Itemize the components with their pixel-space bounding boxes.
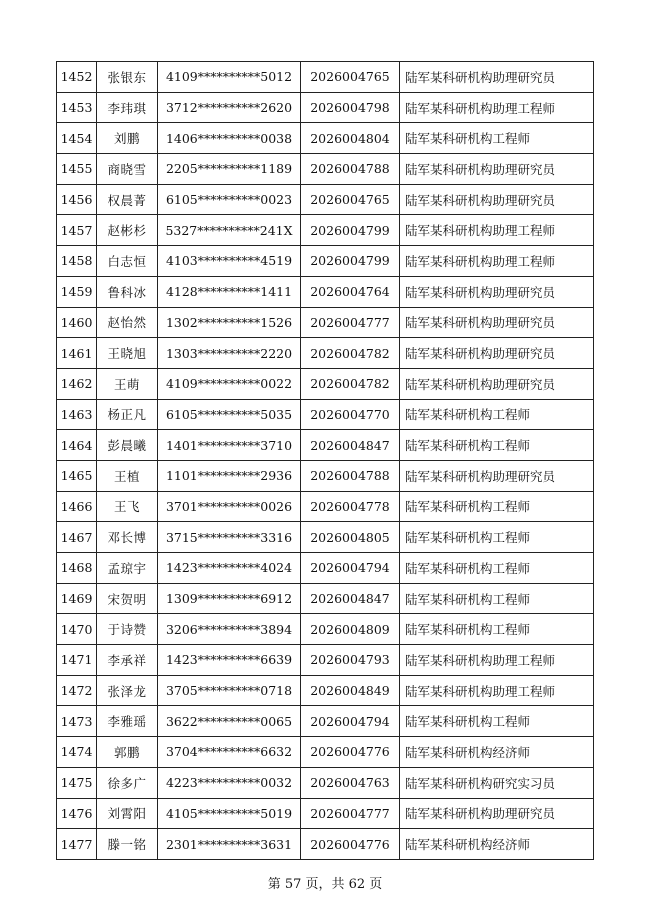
cell-id-number: 1423**********6639: [158, 645, 301, 676]
cell-registration-number: 2026004809: [301, 614, 400, 645]
cell-registration-number: 2026004782: [301, 338, 400, 369]
cell-name: 赵怡然: [97, 307, 158, 338]
cell-name: 刘鹏: [97, 123, 158, 154]
cell-number: 1462: [57, 368, 97, 399]
cell-number: 1455: [57, 154, 97, 185]
cell-name: 鲁科冰: [97, 276, 158, 307]
cell-registration-number: 2026004847: [301, 430, 400, 461]
cell-registration-number: 2026004798: [301, 92, 400, 123]
cell-registration-number: 2026004776: [301, 829, 400, 860]
cell-number: 1452: [57, 62, 97, 93]
cell-number: 1456: [57, 184, 97, 215]
cell-position: 陆军某科研机构助理研究员: [400, 307, 594, 338]
cell-position: 陆军某科研机构助理研究员: [400, 338, 594, 369]
cell-registration-number: 2026004765: [301, 184, 400, 215]
cell-registration-number: 2026004777: [301, 798, 400, 829]
table-row: [57, 583, 594, 614]
table-row: [57, 399, 594, 430]
cell-registration-number: 2026004788: [301, 460, 400, 491]
cell-position: 陆军某科研机构助理工程师: [400, 215, 594, 246]
table-row: [57, 491, 594, 522]
cell-position: 陆军某科研机构研究实习员: [400, 767, 594, 798]
cell-number: 1458: [57, 246, 97, 277]
cell-number: 1475: [57, 767, 97, 798]
cell-name: 张银东: [97, 62, 158, 93]
cell-id-number: 4105**********5019: [158, 798, 301, 829]
cell-number: 1464: [57, 430, 97, 461]
cell-number: 1469: [57, 583, 97, 614]
cell-number: 1457: [57, 215, 97, 246]
cell-id-number: 1309**********6912: [158, 583, 301, 614]
personnel-table-container: [56, 61, 593, 860]
table-row: [57, 368, 594, 399]
table-row: [57, 706, 594, 737]
cell-id-number: 4109**********0022: [158, 368, 301, 399]
cell-name: 彭晨曦: [97, 430, 158, 461]
cell-number: 1454: [57, 123, 97, 154]
cell-number: 1477: [57, 829, 97, 860]
cell-name: 王飞: [97, 491, 158, 522]
table-row: [57, 737, 594, 768]
cell-id-number: 4128**********1411: [158, 276, 301, 307]
personnel-table: [56, 61, 594, 860]
cell-registration-number: 2026004765: [301, 62, 400, 93]
cell-position: 陆军某科研机构工程师: [400, 491, 594, 522]
cell-name: 邓长博: [97, 522, 158, 553]
cell-position: 陆军某科研机构助理工程师: [400, 645, 594, 676]
cell-name: 张泽龙: [97, 675, 158, 706]
cell-position: 陆军某科研机构助理工程师: [400, 92, 594, 123]
cell-position: 陆军某科研机构工程师: [400, 583, 594, 614]
cell-registration-number: 2026004788: [301, 154, 400, 185]
cell-id-number: 1406**********0038: [158, 123, 301, 154]
cell-id-number: 3712**********2620: [158, 92, 301, 123]
cell-id-number: 1423**********4024: [158, 553, 301, 584]
cell-position: 陆军某科研机构助理研究员: [400, 798, 594, 829]
cell-position: 陆军某科研机构工程师: [400, 614, 594, 645]
table-row: [57, 553, 594, 584]
cell-registration-number: 2026004776: [301, 737, 400, 768]
personnel-table-body: [57, 62, 594, 860]
cell-name: 于诗赞: [97, 614, 158, 645]
cell-number: 1453: [57, 92, 97, 123]
cell-position: 陆军某科研机构工程师: [400, 399, 594, 430]
cell-id-number: 6105**********5035: [158, 399, 301, 430]
cell-number: 1467: [57, 522, 97, 553]
cell-id-number: 6105**********0023: [158, 184, 301, 215]
cell-registration-number: 2026004778: [301, 491, 400, 522]
cell-name: 徐多广: [97, 767, 158, 798]
cell-id-number: 1101**********2936: [158, 460, 301, 491]
cell-id-number: 3704**********6632: [158, 737, 301, 768]
cell-number: 1473: [57, 706, 97, 737]
cell-registration-number: 2026004763: [301, 767, 400, 798]
cell-registration-number: 2026004799: [301, 246, 400, 277]
cell-id-number: 4223**********0032: [158, 767, 301, 798]
table-row: [57, 276, 594, 307]
table-row: [57, 62, 594, 93]
cell-name: 商晓雪: [97, 154, 158, 185]
page-footer: 第 57 页，共 62 页: [267, 877, 383, 892]
cell-name: 李玮琪: [97, 92, 158, 123]
cell-id-number: 2301**********3631: [158, 829, 301, 860]
cell-registration-number: 2026004794: [301, 553, 400, 584]
table-row: [57, 123, 594, 154]
cell-registration-number: 2026004793: [301, 645, 400, 676]
cell-name: 滕一铭: [97, 829, 158, 860]
cell-position: 陆军某科研机构经济师: [400, 737, 594, 768]
cell-id-number: 1302**********1526: [158, 307, 301, 338]
cell-registration-number: 2026004805: [301, 522, 400, 553]
table-row: [57, 767, 594, 798]
cell-name: 刘霄阳: [97, 798, 158, 829]
cell-position: 陆军某科研机构助理工程师: [400, 675, 594, 706]
cell-name: 杨正凡: [97, 399, 158, 430]
cell-name: 郭鹏: [97, 737, 158, 768]
cell-number: 1460: [57, 307, 97, 338]
cell-name: 李承祥: [97, 645, 158, 676]
cell-name: 赵彬杉: [97, 215, 158, 246]
cell-position: 陆军某科研机构工程师: [400, 553, 594, 584]
cell-id-number: 3622**********0065: [158, 706, 301, 737]
cell-number: 1465: [57, 460, 97, 491]
cell-position: 陆军某科研机构助理研究员: [400, 184, 594, 215]
table-row: [57, 522, 594, 553]
cell-number: 1476: [57, 798, 97, 829]
cell-id-number: 1401**********3710: [158, 430, 301, 461]
table-row: [57, 338, 594, 369]
table-row: [57, 184, 594, 215]
cell-position: 陆军某科研机构工程师: [400, 706, 594, 737]
cell-registration-number: 2026004847: [301, 583, 400, 614]
cell-registration-number: 2026004794: [301, 706, 400, 737]
cell-id-number: 3206**********3894: [158, 614, 301, 645]
cell-position: 陆军某科研机构工程师: [400, 522, 594, 553]
cell-name: 李雅瑶: [97, 706, 158, 737]
table-row: [57, 307, 594, 338]
cell-id-number: 3715**********3316: [158, 522, 301, 553]
table-row: [57, 645, 594, 676]
cell-name: 孟琼宇: [97, 553, 158, 584]
cell-name: 权晨菁: [97, 184, 158, 215]
cell-position: 陆军某科研机构经济师: [400, 829, 594, 860]
table-row: [57, 215, 594, 246]
cell-registration-number: 2026004770: [301, 399, 400, 430]
cell-number: 1459: [57, 276, 97, 307]
cell-position: 陆军某科研机构助理工程师: [400, 246, 594, 277]
table-row: [57, 675, 594, 706]
table-row: [57, 92, 594, 123]
cell-position: 陆军某科研机构助理研究员: [400, 276, 594, 307]
cell-id-number: 1303**********2220: [158, 338, 301, 369]
cell-position: 陆军某科研机构助理研究员: [400, 62, 594, 93]
cell-number: 1466: [57, 491, 97, 522]
table-row: [57, 614, 594, 645]
cell-id-number: 3701**********0026: [158, 491, 301, 522]
table-row: [57, 829, 594, 860]
cell-id-number: 4103**********4519: [158, 246, 301, 277]
table-row: [57, 430, 594, 461]
cell-number: 1470: [57, 614, 97, 645]
cell-name: 王晓旭: [97, 338, 158, 369]
cell-position: 陆军某科研机构工程师: [400, 430, 594, 461]
table-row: [57, 460, 594, 491]
cell-name: 王萌: [97, 368, 158, 399]
cell-number: 1474: [57, 737, 97, 768]
cell-registration-number: 2026004804: [301, 123, 400, 154]
cell-id-number: 5327**********241X: [158, 215, 301, 246]
cell-registration-number: 2026004777: [301, 307, 400, 338]
table-row: [57, 246, 594, 277]
cell-number: 1472: [57, 675, 97, 706]
cell-name: 宋贺明: [97, 583, 158, 614]
cell-id-number: 4109**********5012: [158, 62, 301, 93]
cell-position: 陆军某科研机构工程师: [400, 123, 594, 154]
cell-number: 1471: [57, 645, 97, 676]
cell-registration-number: 2026004849: [301, 675, 400, 706]
cell-registration-number: 2026004799: [301, 215, 400, 246]
cell-position: 陆军某科研机构助理研究员: [400, 460, 594, 491]
cell-position: 陆军某科研机构助理研究员: [400, 154, 594, 185]
cell-number: 1463: [57, 399, 97, 430]
cell-id-number: 3705**********0718: [158, 675, 301, 706]
cell-number: 1468: [57, 553, 97, 584]
table-row: [57, 154, 594, 185]
cell-number: 1461: [57, 338, 97, 369]
cell-name: 白志恒: [97, 246, 158, 277]
cell-id-number: 2205**********1189: [158, 154, 301, 185]
cell-registration-number: 2026004764: [301, 276, 400, 307]
cell-registration-number: 2026004782: [301, 368, 400, 399]
cell-position: 陆军某科研机构助理研究员: [400, 368, 594, 399]
cell-name: 王植: [97, 460, 158, 491]
table-row: [57, 798, 594, 829]
